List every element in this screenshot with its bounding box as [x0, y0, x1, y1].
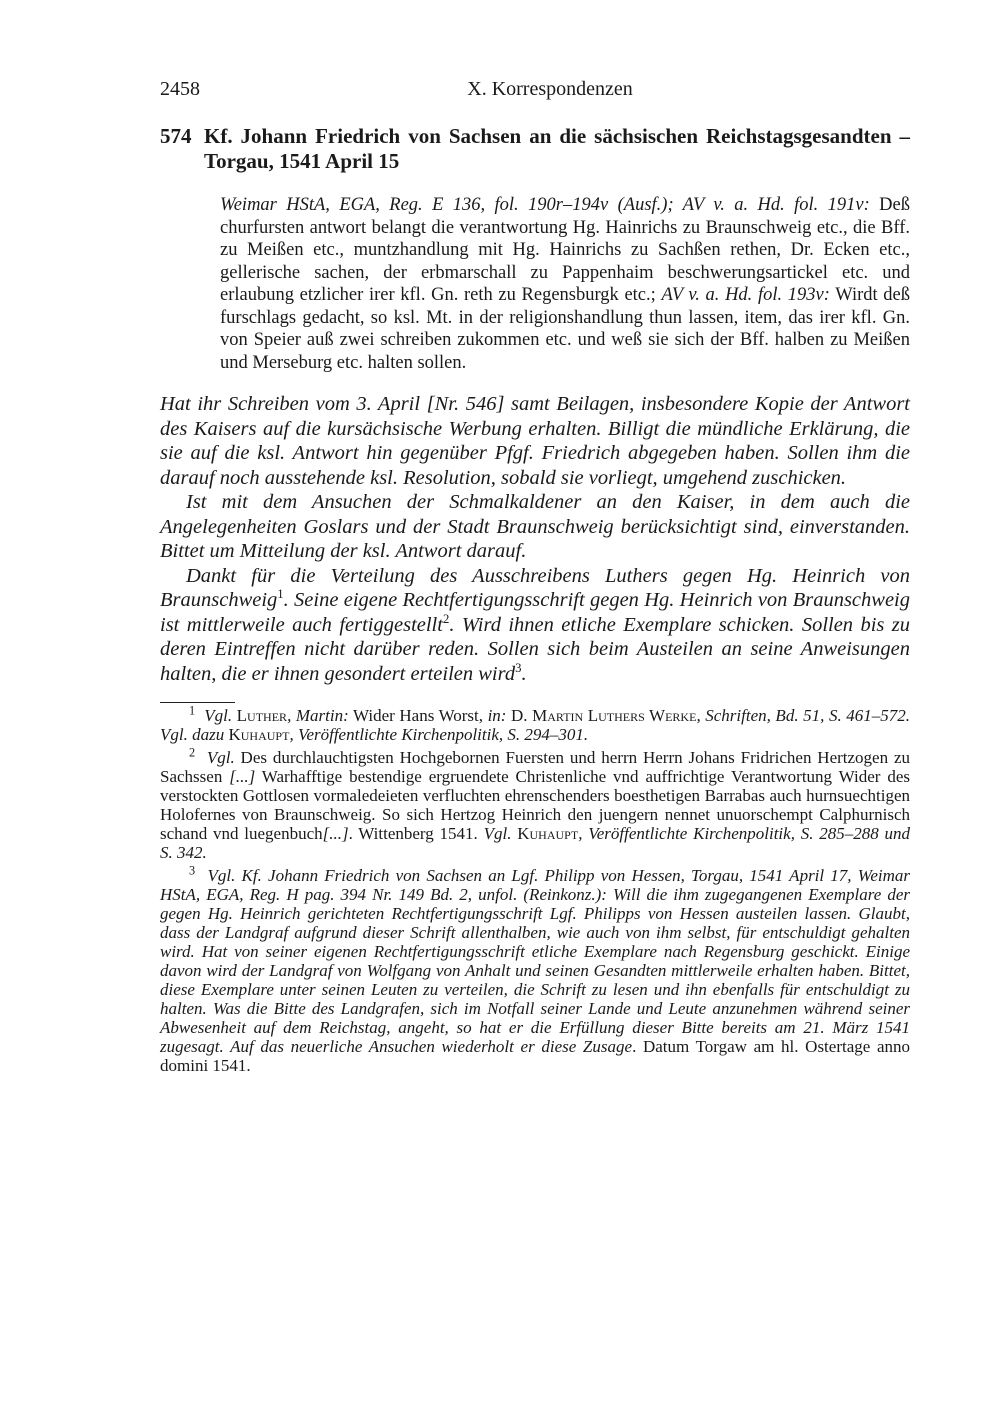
document-number: 574: [160, 124, 192, 148]
footnote-text: , Veröffentlichte Kirchenpolitik, S. 285–288 und S. 342.: [160, 824, 911, 862]
running-title: X. Korrespondenzen: [467, 78, 633, 100]
document-title: Kf. Johann Friedrich von Sachsen an die sächsischen Reichstagsgesandten – Torgau, 1541 April 15: [204, 124, 910, 173]
footnote-text: Wider Hans Worst,: [348, 706, 488, 725]
footnote-text: [...]: [229, 767, 256, 786]
summary-text: . Seine eigene Rechtfertigungsschrift gegen Hg. Heinrich von Braunschweig ist mittlerweile auch fertiggestellt: [160, 589, 910, 636]
footnotes: [160, 703, 911, 1075]
regest-text-1: Deß churfursten antwort belangt die verantwortung Hg. Hainrichs zu Braunschweig etc., die Bff. zu Meißen etc., muntzhandlung mit Hg. Hainrichs zu Sachßen rethen, Dr. Ecken etc., gellerische sachen, der erbmarschall zu Pappenhaim beschwerungsartickel etc. und erlaubung etzlicher irer kfl. Gn. reth zu Regensburgk etc.;: [220, 195, 910, 305]
summary-text: . Wird ihnen etliche Exemplare schicken. Sollen bis zu deren Eintreffen nicht darüber reden. Sollen sich beim Austeilen an seine Anweisungen halten, die er ihnen gesondert erteilen wird: [160, 613, 910, 685]
summary-text: Dankt für die Verteilung des Ausschreibens Luthers gegen Hg. Heinrich von Braunschweig: [160, 564, 910, 611]
summary-paragraph-1: Hat ihr Schreiben vom 3. April [Nr. 546] samt Beilagen, insbesondere Kopie der Antwort des Kaisers auf die kursächsische Werbung erhalten. Billigt die mündliche Erklärung, die sie auf die ksl. Antwort hin gegenüber Pfgf. Friedrich abgegeben haben. Sollen ihm die darauf noch ausstehende ksl. Resolution, sobald sie vorliegt, umgehend zuschicken.: [160, 393, 910, 489]
summary-paragraph-2: Ist mit dem Ansuchen der Schmalkaldener an den Kaiser, in dem auch die Angelegenheiten Goslars und der Stadt Braunschweig berücksichtigt sind, einverstanden. Bittet um Mitteilung der ksl. Antwort darauf.: [160, 491, 910, 562]
footnote-text: . Wittenberg 1541.: [348, 824, 484, 843]
footnote-number: 2: [189, 745, 196, 760]
page: [160, 78, 910, 1079]
footnote-text: Vgl. Kf. Johann Friedrich von Sachsen an Lgf. Philipp von Hessen, Torgau, 1541 April 17, Weimar HStA, EGA, Reg. H pag. 394 Nr. 149 Bd. 2, unfol. (Reinkonz.): Will die ihm zugegangenen Exemplare der gegen Hg. Heinrich gerichteten Rechtfertigungsschrift Lgf. Philipps von Hessen austeilen lassen. Glaubt, dass der Landgraf aufgrund dieser Schrift allenthalben, wie auch von ihm selbst, für entschuldigt gehalten wird. Hat von seiner eigenen Rechtfertigungsschrift etliche Exemplare nach Regensburg geschickt. Einige davon wird der Landgraf von Wolfgang von Anhalt und seinen Gesandten mittlerweile erhalten haben. Bittet, diese Exemplare unter seinen Leuten zu verteilen, die Schrift zu lesen und ihn ebenfalls für entschuldigt zu halten. Was die Bitte des Landgrafen, sich im Notfall seiner Lande und Leute anzunehmen während seiner Abwesenheit auf dem Reichstag, angeht, so hat er die Erfüllung dieser Bitte bereits am 21. März 1541 zugesagt. Auf das neuerliche Ansuchen wiederholt er diese Zusage: [160, 866, 911, 1056]
footnote-ref-2[interactable]: 2: [442, 611, 450, 626]
source-citation-2: AV v. a. Hd. fol. 193v:: [661, 285, 830, 305]
footnote-3: [160, 863, 911, 1075]
footnote-text: Des durchlauchtigsten Hochgebornen Fuersten und herrn Herrn Johans Fridrichen Hertzogen zu Sachssen: [160, 748, 910, 786]
author-name: Kuhaupt: [517, 824, 579, 843]
footnote-text: , Schriften, Bd. 51, S. 461–572. Vgl. dazu: [160, 706, 911, 744]
running-head: [160, 78, 910, 108]
summary: [160, 392, 910, 686]
footnote-text: . Datum Torgaw am hl. Ostertage anno domini 1541.: [160, 1037, 911, 1075]
footnote-number: 3: [189, 863, 196, 878]
footnote-text: Vgl.: [483, 824, 512, 843]
author-name: Luther: [236, 706, 288, 725]
footnote-text: Vgl.: [206, 748, 235, 767]
footnote-number: 1: [189, 703, 196, 718]
document-heading: [160, 124, 910, 174]
footnote-text: [...]: [322, 824, 349, 843]
summary-paragraph-3: [160, 564, 910, 687]
footnote-ref-1[interactable]: 1: [277, 587, 284, 602]
footnote-text: in:: [487, 706, 507, 725]
regest-text-2: Wirdt deß furschlags gedacht, so ksl. Mt. in der religionshandlung thun lassen, item, das irer kfl. Gn. von Speier auß zwei schreiben zukommen etc. und weß sie sich der Bff. halben zu Meißen und Merseburg etc. halten sollen.: [220, 285, 910, 373]
footnote-text: , Martin:: [287, 706, 349, 725]
source-citation-1: Weimar HStA, EGA, Reg. E 136, fol. 190r–194v (Ausf.); AV v. a. Hd. fol. 191v:: [220, 195, 870, 215]
footnote-2: [160, 745, 911, 862]
footnote-text: , Veröffentlichte Kirchenpolitik, S. 294–301.: [289, 725, 589, 744]
summary-text: .: [521, 662, 527, 685]
footnote-1: [160, 703, 911, 744]
footnote-text: D.: [506, 706, 533, 725]
source-regest: [220, 194, 910, 374]
footnote-text: Vgl.: [204, 706, 233, 725]
footnote-divider: [160, 702, 235, 703]
footnote-text: Warhafftige bestendige ergruendete Christenliche vnd auffrichtige Verantwortung Wider des verstockten Gottlosen vormaledeieten verfluchten ehrenschenders boesthetigen Barrabas auch hurnsuechtigen Holofernes von Braunschweig. So sich Hertzog Heinrich den juengern nennet unuorschempt Calphurnisch schand vnd luegenbuch: [160, 767, 910, 843]
author-name: Kuhaupt: [228, 725, 290, 744]
page-number: 2458: [160, 78, 200, 100]
footnote-ref-3[interactable]: 3: [515, 660, 522, 675]
work-title: Martin Luthers Werke: [532, 706, 697, 725]
